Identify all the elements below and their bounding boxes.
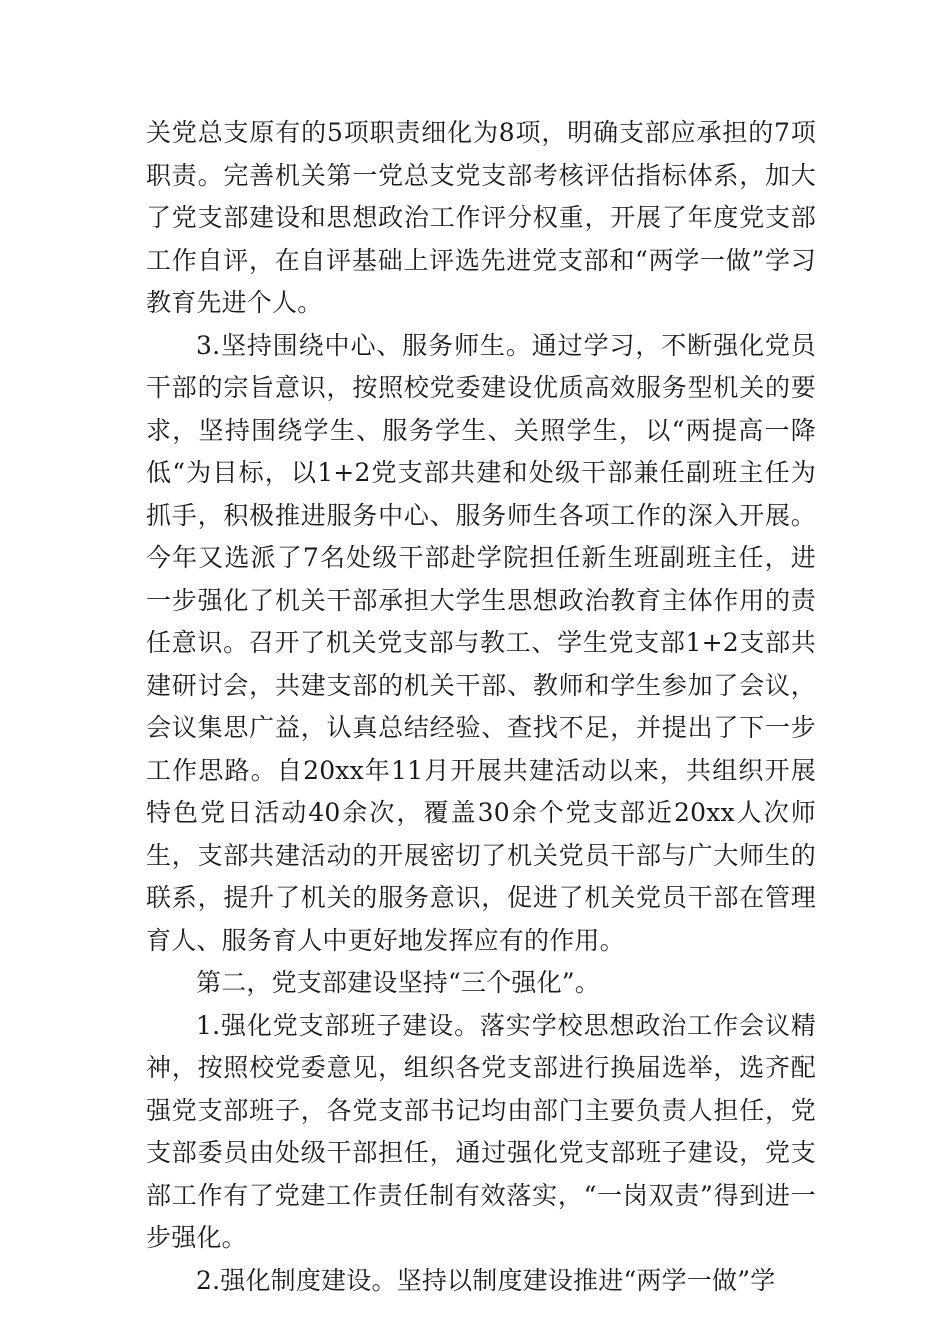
paragraph-duties-continued: 关党总支原有的5项职责细化为8项，明确支部应承担的7项职责。完善机关第一党总支党支部考核评估指标体系，加大了党支部建设和思想政治工作评分权重，开展了年度党支部工作自评，在自评基础上评选先进党支部和“两学一做”学习教育先进个人。 — [146, 118, 816, 317]
paragraph-branch-team-building: 1.强化党支部班子建设。落实学校思想政治工作会议精神，按照校党委意见，组织各党支部进行换届选举，选齐配强党支部班子，各党支部书记均由部门主要负责人担任，党支部委员由处级干部担任，通过强化党支部班子建设，党支部工作有了党建工作责任制有效落实，“一岗双责”得到进一步强化。 — [146, 1010, 816, 1252]
paragraph-serve-teachers-students: 3.坚持围绕中心、服务师生。通过学习，不断强化党员干部的宗旨意识，按照校党委建设优质高效服务型机关的要求，坚持围绕学生、服务学生、关照学生，以“两提高一降低“为目标，以1+2党支部共建和处级干部兼任副班主任为抓手，积极推进服务中心、服务师生各项工作的深入开展。今年又选派了7名处级干部赴学院担任新生班副班主任，进一步强化了机关干部承担大学生思想政治教育主体作用的责任意识。召开了机关党支部与教工、学生党支部1+2支部共建研讨会，共建支部的机关干部、教师和学生参加了会议，会议集思广益，认真总结经验、查找不足，并提出了下一步工作思路。自20xx年11月开展共建活动以来，共组织开展特色党日活动40余次，覆盖30余个党支部近20xx人次师生，支部共建活动的开展密切了机关党员干部与广大师生的联系，提升了机关的服务意识，促进了机关党员干部在管理育人、服务育人中更好地发挥应有的作用。 — [146, 330, 816, 955]
section-heading-three-strengthenings: 第二，党支部建设坚持“三个强化”。 — [196, 968, 600, 997]
paragraph-system-building: 2.强化制度建设。坚持以制度建设推进“两学一做”学 — [196, 1265, 776, 1295]
document-body — [146, 112, 816, 1302]
